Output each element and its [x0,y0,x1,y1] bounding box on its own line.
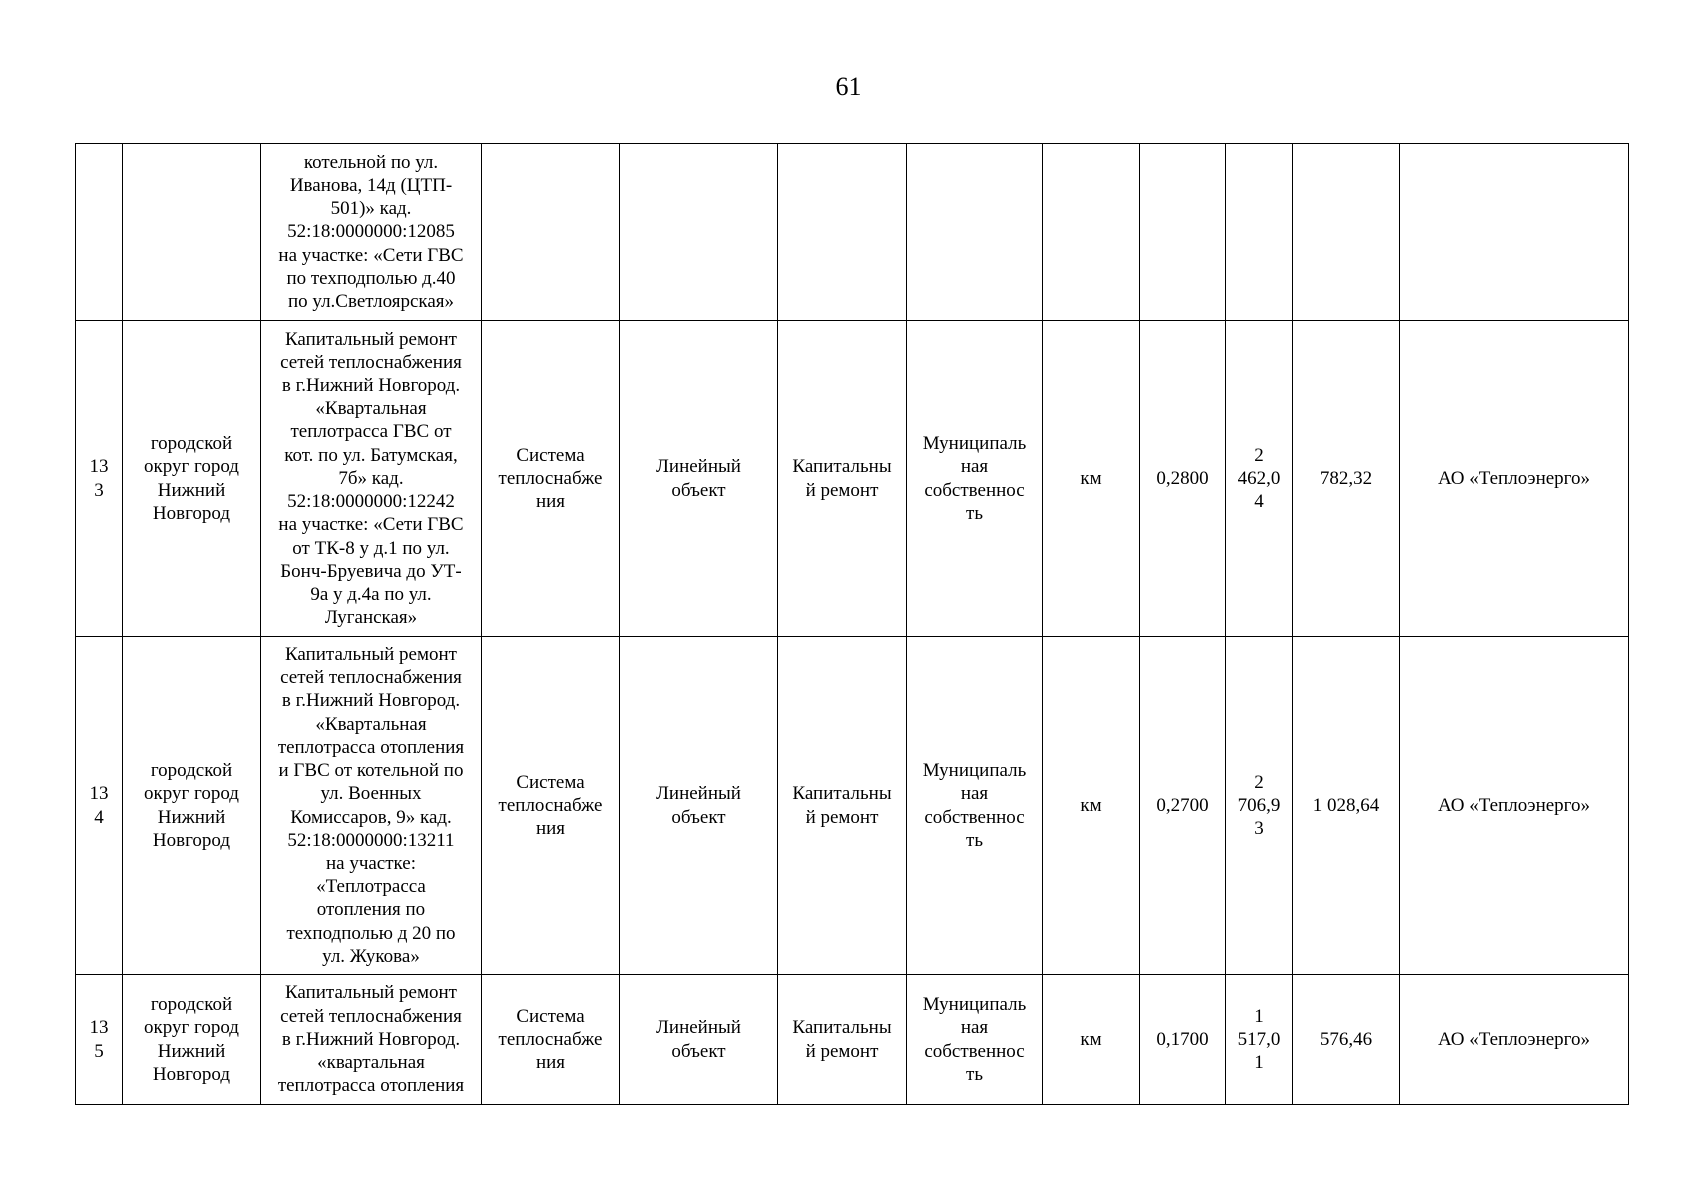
cell-text-line: Нижний [157,806,226,828]
cell-text-line: й ремонт [805,479,879,501]
work-type-cell [778,975,907,1105]
quantity-cell [1140,975,1226,1105]
ownership-cell [907,321,1043,637]
cell-text-line: Система [516,444,585,466]
cell-text-line: 4 [1254,491,1264,513]
cell-text-line: собственнос [924,1040,1025,1062]
cell-text-line: городской [150,760,233,782]
cell-text-line: 13 [89,456,109,478]
cell-text-line: ть [966,829,983,851]
cell-text-line: АО «Теплоэнерго» [1437,1028,1591,1050]
cell-text-line: 7б» кад. [338,467,404,489]
cell-text-line: й ремонт [805,1040,879,1062]
system-cell [482,321,620,637]
cell-text-line: сетей теплоснабжения [280,667,462,689]
cell-text-line: собственнос [924,479,1025,501]
cell-text-line: по техподполью д.40 [286,267,456,289]
cell-text-line: ния [535,1052,566,1074]
cell-text-line: городской [150,994,233,1016]
system-cell [482,144,620,321]
cell-text-line: 2 [1254,771,1264,793]
cell-text-line: Новгород [152,829,231,851]
capital-repair-table [75,143,1629,1105]
table-row [76,975,1629,1105]
cell-text-line: 0,2800 [1156,467,1209,489]
cell-text-line: км [1080,1028,1102,1050]
cost-cell [1226,321,1293,637]
cell-text-line: АО «Теплоэнерго» [1437,467,1591,489]
cell-text-line: Линейный [656,783,741,805]
cost-per-unit-cell [1293,975,1400,1105]
cost-cell [1226,637,1293,975]
row-number-cell [76,321,123,637]
cell-text-line: Система [516,771,585,793]
cell-text-line: Система [516,1005,585,1027]
cell-text-line: Капитальны [792,1017,892,1039]
cost-cell [1226,975,1293,1105]
cell-text-line: «квартальная [317,1052,425,1074]
cell-text-line: 517,0 [1237,1028,1281,1050]
cell-text-line: объект [671,479,726,501]
row-number-cell [76,975,123,1105]
cell-text-line: 501)» кад. [330,198,412,220]
quantity-cell [1140,144,1226,321]
object-type-cell [620,975,778,1105]
cell-text-line: км [1080,794,1102,816]
cell-text-line: ная [960,456,989,478]
municipality-cell [123,637,261,975]
cell-text-line: Капитальны [792,456,892,478]
unit-cell [1043,975,1140,1105]
ownership-cell [907,637,1043,975]
description-cell [261,637,482,975]
cell-text-line: Капитальный ремонт [284,328,457,350]
row-number-cell [76,637,123,975]
cell-text-line: Капитальный ремонт [284,982,457,1004]
organization-cell [1400,637,1629,975]
cell-text-line: теплоснабже [498,1028,603,1050]
cell-text-line: ная [960,1017,989,1039]
cell-text-line: 13 [89,783,109,805]
cell-text-line: 1 028,64 [1312,794,1380,816]
table-row [76,321,1629,637]
cell-text-line: Комиссаров, 9» кад. [290,806,452,828]
cell-text-line: сетей теплоснабжения [280,351,462,373]
work-type-cell [778,637,907,975]
system-cell [482,637,620,975]
cell-text-line: 0,1700 [1156,1028,1209,1050]
cell-text-line: округ город [144,456,239,478]
cell-text-line: теплоснабже [498,794,603,816]
cell-text-line: км [1080,467,1102,489]
cell-text-line: Линейный [656,1017,741,1039]
municipality-cell [123,321,261,637]
cell-text-line: ть [966,1063,983,1085]
cell-text-line: на участке: [325,852,417,874]
description-cell [261,321,482,637]
cell-text-line: и ГВС от котельной по [278,760,464,782]
cell-text-line: в г.Нижний Новгород. [281,375,461,397]
cell-text-line: по ул.Светлоярская» [287,291,455,312]
cell-text-line: 782,32 [1319,467,1373,489]
cell-text-line: отопления по [316,899,426,921]
cell-text-line: Новгород [152,502,231,524]
cell-text-line: 3 [94,479,104,501]
row-number-cell [76,144,123,321]
cell-text-line: ния [535,491,566,513]
cell-text-line: Бонч-Бруевича до УТ- [280,560,462,582]
unit-cell [1043,637,1140,975]
unit-cell [1043,144,1140,321]
cell-text-line: на участке: «Сети ГВС [278,514,464,536]
cell-text-line: округ город [144,1017,239,1039]
table-row [76,637,1629,975]
cell-text-line: 5 [94,1040,104,1062]
cell-text-line: «Квартальная [315,398,427,420]
cell-text-line: кот. по ул. Батумская, [284,444,458,466]
cell-text-line: 462,0 [1237,467,1281,489]
cell-text-line: в г.Нижний Новгород. [281,1028,461,1050]
cell-text-line: ул. Военных [320,783,422,805]
cell-text-line: 9а у д.4а по ул. [310,583,432,605]
cell-text-line: 706,9 [1237,794,1281,816]
cell-text-line: 52:18:0000000:13211 [287,829,455,851]
cell-text-line: Муниципаль [922,760,1027,782]
object-type-cell [620,321,778,637]
cell-text-line: Муниципаль [922,433,1027,455]
cell-text-line: Капитальный ремонт [284,644,457,666]
cell-text-line: 13 [89,1017,109,1039]
cost-per-unit-cell [1293,321,1400,637]
cell-text-line: объект [671,1040,726,1062]
cell-text-line: 2 [1254,444,1264,466]
cell-text-line: Нижний [157,479,226,501]
cell-text-line: «Теплотрасса [316,876,426,898]
cell-text-line: ния [535,818,566,840]
organization-cell [1400,144,1629,321]
cell-text-line: 1 [1254,1005,1264,1027]
ownership-cell [907,144,1043,321]
municipality-cell [123,144,261,321]
organization-cell [1400,321,1629,637]
cost-per-unit-cell [1293,637,1400,975]
cell-text-line: 0,2700 [1156,794,1209,816]
quantity-cell [1140,637,1226,975]
cell-text-line: 4 [94,806,104,828]
cell-text-line: теплотрасса отопления [277,1075,465,1097]
cell-text-line: городской [150,433,233,455]
system-cell [482,975,620,1105]
cell-text-line: Капитальны [792,783,892,805]
cell-text-line: округ город [144,783,239,805]
cell-text-line: Иванова, 14д (ЦТП- [289,174,453,196]
cost-per-unit-cell [1293,144,1400,321]
quantity-cell [1140,321,1226,637]
cell-text-line: 52:18:0000000:12085 [287,221,455,243]
table-row [76,144,1629,321]
cell-text-line: ул. Жукова» [322,945,420,967]
cell-text-line: ная [960,783,989,805]
description-cell [261,144,482,321]
cell-text-line: ть [966,502,983,524]
cell-text-line: теплотрасса ГВС от [290,421,452,443]
cell-text-line: теплотрасса отопления [277,736,465,758]
cell-text-line: Луганская» [324,607,418,629]
cell-text-line: сетей теплоснабжения [280,1005,462,1027]
cell-text-line: котельной по ул. [303,151,439,173]
municipality-cell [123,975,261,1105]
cell-text-line: 576,46 [1319,1028,1373,1050]
cell-text-line: в г.Нижний Новгород. [281,690,461,712]
cell-text-line: й ремонт [805,806,879,828]
cell-text-line: Муниципаль [922,994,1027,1016]
cell-text-line: теплоснабже [498,467,603,489]
cell-text-line: объект [671,806,726,828]
page-number: 61 [835,72,862,101]
cell-text-line: Линейный [656,456,741,478]
ownership-cell [907,975,1043,1105]
cell-text-line: 52:18:0000000:12242 [287,491,455,513]
cell-text-line: на участке: «Сети ГВС [278,244,464,266]
object-type-cell [620,144,778,321]
work-type-cell [778,321,907,637]
unit-cell [1043,321,1140,637]
cell-text-line: собственнос [924,806,1025,828]
cell-text-line: от ТК-8 у д.1 по ул. [292,537,450,559]
cell-text-line: 1 [1254,1052,1264,1074]
cell-text-line: 3 [1254,818,1264,840]
cell-text-line: техподполью д 20 по [286,922,456,944]
cell-text-line: Нижний [157,1040,226,1062]
object-type-cell [620,637,778,975]
cell-text-line: АО «Теплоэнерго» [1437,794,1591,816]
organization-cell [1400,975,1629,1105]
work-type-cell [778,144,907,321]
cost-cell [1226,144,1293,321]
description-cell [261,975,482,1105]
cell-text-line: Новгород [152,1063,231,1085]
cell-text-line: «Квартальная [315,713,427,735]
